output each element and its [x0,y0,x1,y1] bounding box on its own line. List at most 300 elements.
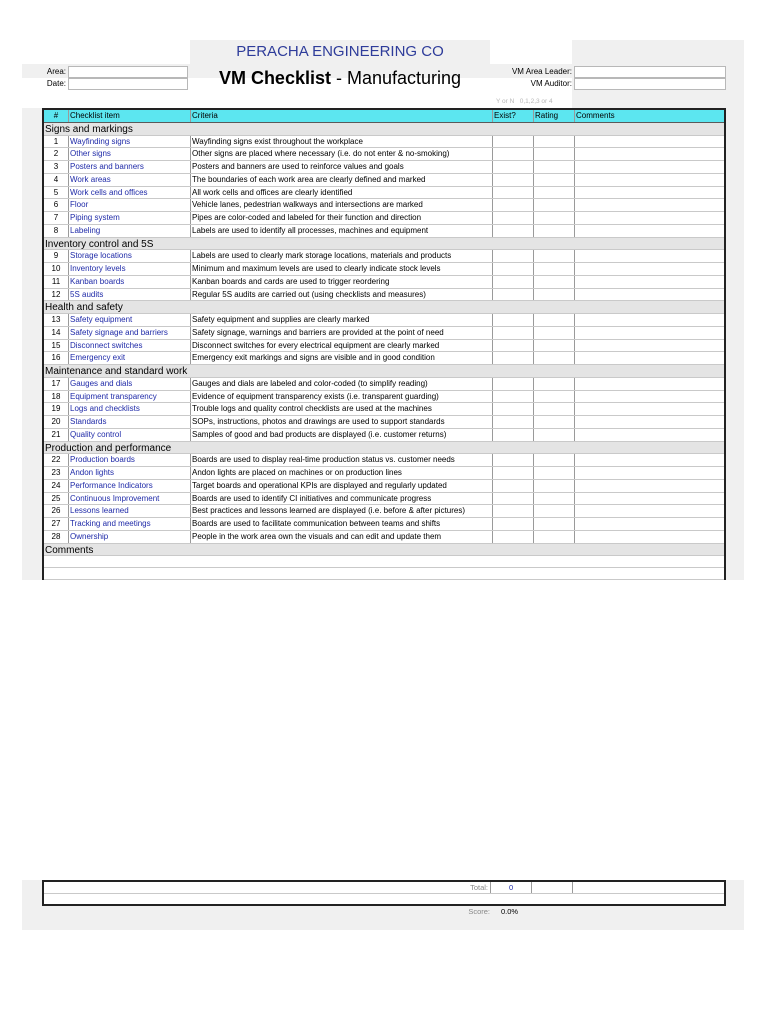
column-divider [533,314,534,326]
column-divider [68,340,69,352]
item-criteria: Wayfinding signs exist throughout the workplace [192,136,363,146]
rating-input[interactable] [533,250,574,262]
comment-input[interactable] [574,416,724,428]
column-divider [533,518,534,530]
column-divider [190,187,191,199]
column-divider [68,429,69,441]
column-divider [68,493,69,505]
item-name: Work cells and offices [70,187,148,197]
rating-input[interactable] [533,174,574,186]
item-name: Standards [70,417,107,426]
comment-input[interactable] [574,454,724,466]
column-divider [492,467,493,479]
exist-input[interactable] [492,136,533,148]
column-divider [190,110,191,122]
column-divider [574,250,575,262]
exist-input[interactable] [492,378,533,390]
exist-input[interactable] [492,493,533,505]
rating-input[interactable] [533,378,574,390]
column-divider [533,352,534,364]
column-divider [574,378,575,390]
item-name: Tracking and meetings [70,519,151,528]
column-divider [190,327,191,339]
column-divider [574,416,575,428]
item-number: 27 [51,519,61,528]
table-row [44,263,724,276]
column-divider [68,480,69,492]
table-row [44,276,724,289]
column-divider [492,148,493,160]
left-margin-band [22,108,42,580]
rating-input[interactable] [533,505,574,517]
item-criteria: Best practices and lessons learned are displayed (i.e. before & after pictures) [192,506,466,516]
column-divider [533,327,534,339]
comment-input[interactable] [574,199,724,211]
comment-input[interactable] [574,250,724,262]
column-divider [68,467,69,479]
item-number: 23 [51,468,61,477]
comments-area[interactable] [44,556,724,580]
table-row [44,505,724,518]
column-divider [574,225,575,237]
rating-input[interactable] [533,225,574,237]
table-row [44,340,724,353]
comment-input[interactable] [574,429,724,441]
item-name: Inventory levels [70,264,126,273]
item-number: 4 [53,174,59,184]
comment-input[interactable] [574,314,724,326]
column-divider [492,276,493,288]
checklist-table [42,108,726,580]
column-divider [492,174,493,186]
comment-input[interactable] [574,480,724,492]
column-divider [68,314,69,326]
column-divider [68,161,69,173]
exist-input[interactable] [492,454,533,466]
section-title: Inventory control and 5S [45,238,154,250]
item-number: 3 [53,162,59,171]
column-divider [533,199,534,211]
column-divider [492,327,493,339]
exist-input[interactable] [492,314,533,326]
comment-input[interactable] [574,493,724,505]
table-row [44,161,724,174]
item-name: Andon lights [70,468,115,477]
page-title [190,64,490,92]
col-exist-header: Exist? [494,111,516,120]
item-name: Piping system [70,213,120,222]
rating-input[interactable] [533,416,574,428]
column-divider [190,493,191,505]
column-divider [574,148,575,160]
column-divider [190,263,191,275]
column-divider [492,136,493,148]
column-divider [68,531,69,543]
item-name: Wayfinding signs [70,136,131,146]
rating-input[interactable] [533,327,574,339]
item-number: 26 [51,506,61,516]
table-row [44,518,724,531]
rating-input[interactable] [533,454,574,466]
column-divider [574,429,575,441]
item-name: Other signs [70,149,111,159]
comment-input[interactable] [574,467,724,479]
item-name: Labeling [70,225,101,235]
table-row [44,199,724,212]
table-row [44,250,724,263]
column-divider [574,199,575,211]
exist-input[interactable] [492,531,533,543]
exist-input[interactable] [492,174,533,186]
exist-input[interactable] [492,391,533,403]
table-row [44,212,724,225]
comment-input[interactable] [574,531,724,543]
date-field[interactable] [68,78,188,90]
rating-input[interactable] [533,480,574,492]
comment-input[interactable] [574,378,724,390]
comment-input[interactable] [574,161,724,173]
item-criteria: Posters and banners are used to reinforce values and goals [192,162,404,171]
column-divider [574,467,575,479]
column-divider [190,136,191,148]
column-divider [68,378,69,390]
comment-input[interactable] [574,289,724,301]
column-divider [492,187,493,199]
column-divider [574,276,575,288]
comment-input[interactable] [574,518,724,530]
rating-input[interactable] [533,136,574,148]
table-row [44,225,724,238]
rating-input[interactable] [533,199,574,211]
exist-input[interactable] [492,403,533,415]
comment-input[interactable] [574,352,724,364]
item-name: Emergency exit [70,353,126,363]
column-divider [492,531,493,543]
column-divider [492,454,493,466]
column-divider [492,429,493,441]
score-label: Score: [468,907,490,916]
item-criteria: People in the work area own the visuals and can edit and update them [192,531,442,541]
column-divider [533,403,534,415]
exist-input[interactable] [492,212,533,224]
auditor-field[interactable] [574,78,726,90]
exist-input[interactable] [492,199,533,211]
total-value: 0 [509,883,514,892]
rating-input[interactable] [533,493,574,505]
rating-input[interactable] [533,314,574,326]
item-number: 16 [51,353,61,363]
item-name: Performance Indicators [70,480,153,490]
auditor-label: VM Auditor: [530,79,572,88]
column-divider [574,327,575,339]
column-divider [533,378,534,390]
column-divider [533,250,534,262]
exist-input[interactable] [492,289,533,301]
section-header [44,238,724,251]
item-criteria: Target boards and operational KPIs are displayed and regularly updated [192,480,447,490]
leader-label: VM Area Leader: [511,67,572,76]
column-divider [574,480,575,492]
comment-input[interactable] [574,276,724,288]
column-divider [533,225,534,237]
table-row [44,314,724,327]
column-divider [533,467,534,479]
item-criteria: SOPs, instructions, photos and drawings are used to support standards [192,417,445,426]
comments-line [44,567,724,568]
column-divider [533,187,534,199]
rating-input[interactable] [533,340,574,352]
exist-input[interactable] [492,263,533,275]
footer-band [22,906,744,930]
exist-input[interactable] [492,505,533,517]
comment-input[interactable] [574,148,724,160]
col-rating-header: Rating [535,111,559,120]
column-divider [492,416,493,428]
section-header [44,123,724,136]
totals-box [42,880,726,906]
exist-input[interactable] [492,187,533,199]
rating-input[interactable] [533,289,574,301]
item-name: Ownership [70,531,109,541]
item-criteria: Gauges and dials are labeled and color-coded (to simplify reading) [192,378,428,388]
table-row [44,467,724,480]
section-title: Signs and markings [45,123,133,135]
rating-input[interactable] [533,187,574,199]
column-divider [492,340,493,352]
column-divider [574,110,575,122]
item-number: 20 [51,417,61,426]
rating-input[interactable] [533,518,574,530]
totals-col-line [490,882,491,893]
column-divider [574,340,575,352]
comment-input[interactable] [574,263,724,275]
column-divider [190,505,191,517]
item-number: 24 [51,480,61,490]
rating-input[interactable] [533,429,574,441]
column-divider [492,518,493,530]
table-row [44,289,724,302]
hint-exist: Y or N [496,98,515,105]
table-row [44,416,724,429]
column-divider [190,148,191,160]
section-title: Health and safety [45,302,123,314]
exist-input[interactable] [492,327,533,339]
exist-input[interactable] [492,161,533,173]
comment-input[interactable] [574,505,724,517]
table-header-row [44,110,724,123]
column-divider [533,110,534,122]
column-divider [190,212,191,224]
table-row [44,493,724,506]
totals-divider [44,893,724,894]
right-margin-band [726,108,744,580]
rating-input[interactable] [533,161,574,173]
comment-input[interactable] [574,174,724,186]
table-row [44,327,724,340]
item-number: 28 [51,531,61,541]
column-divider [574,454,575,466]
rating-input[interactable] [533,352,574,364]
column-divider [492,314,493,326]
item-criteria: Kanban boards and cards are used to trigger reordering [192,276,390,286]
comment-input[interactable] [574,136,724,148]
item-number: 11 [51,276,61,286]
column-divider [190,403,191,415]
item-number: 10 [51,264,61,273]
item-number: 13 [51,315,61,324]
column-divider [190,314,191,326]
item-name: Posters and banners [70,162,144,171]
area-field[interactable] [68,66,188,78]
item-name: Work areas [70,174,111,184]
item-criteria: Boards are used to facilitate communication between teams and shifts [192,519,441,528]
totals-col-line [531,882,532,893]
hint-rating: 0,1,2,3 or 4 [519,98,553,105]
column-divider [533,212,534,224]
column-divider [68,187,69,199]
exist-input[interactable] [492,225,533,237]
column-divider [492,110,493,122]
score-value: 0.0% [501,907,519,916]
item-criteria: All work cells and offices are clearly identified [192,187,353,197]
item-number: 14 [51,327,61,337]
comment-input[interactable] [574,340,724,352]
section-header [44,301,724,314]
item-criteria: Boards are used to display real-time production status vs. customer needs [192,455,455,465]
column-divider [68,505,69,517]
comment-input[interactable] [574,391,724,403]
exist-input[interactable] [492,467,533,479]
exist-input[interactable] [492,250,533,262]
rating-input[interactable] [533,276,574,288]
rating-input[interactable] [533,467,574,479]
item-criteria: Safety equipment and supplies are clearly marked [192,315,370,324]
item-number: 22 [51,455,61,465]
title-bold: VM Checklist [218,68,331,88]
column-divider [190,416,191,428]
rating-input[interactable] [533,148,574,160]
column-divider [492,199,493,211]
column-divider [574,493,575,505]
exist-input[interactable] [492,480,533,492]
item-name: Disconnect switches [70,340,143,350]
column-divider [492,289,493,301]
exist-input[interactable] [492,518,533,530]
column-divider [574,289,575,301]
item-number: 6 [53,200,59,210]
column-divider [574,314,575,326]
column-divider [574,136,575,148]
column-divider [190,378,191,390]
column-divider [492,250,493,262]
item-criteria: Labels are used to identify all processes, machines and equipment [192,225,429,235]
column-divider [190,531,191,543]
company-name: PERACHA ENGINEERING CO [190,40,490,64]
column-divider [533,493,534,505]
column-divider [190,429,191,441]
table-row [44,480,724,493]
column-divider [190,352,191,364]
column-divider [533,391,534,403]
section-header [44,442,724,455]
column-divider [574,161,575,173]
item-number: 19 [51,404,61,414]
exist-input[interactable] [492,429,533,441]
col-comments-header: Comments [576,111,615,120]
comment-input[interactable] [574,212,724,224]
rating-input[interactable] [533,391,574,403]
item-criteria: Other signs are placed where necessary (i.e. do not enter & no-smoking) [192,149,450,159]
section-title: Comments [45,544,94,556]
item-criteria: Samples of good and bad products are displayed (i.e. customer returns) [192,429,447,439]
column-divider [68,276,69,288]
column-divider [68,225,69,237]
item-name: Storage locations [70,251,132,261]
column-divider [68,212,69,224]
exist-input[interactable] [492,352,533,364]
rating-input[interactable] [533,263,574,275]
column-divider [533,289,534,301]
column-divider [492,212,493,224]
column-divider [68,454,69,466]
rating-input[interactable] [533,531,574,543]
leader-field[interactable] [574,66,726,78]
column-divider [68,518,69,530]
column-divider [533,148,534,160]
column-divider [190,161,191,173]
column-divider [68,136,69,148]
area-label: Area: [46,67,66,76]
comment-input[interactable] [574,187,724,199]
item-number: 9 [53,251,59,261]
section-header [44,544,724,557]
exist-input[interactable] [492,276,533,288]
rating-input[interactable] [533,403,574,415]
column-divider [533,531,534,543]
column-divider [492,493,493,505]
item-name: Quality control [70,429,122,439]
column-divider [533,276,534,288]
column-hint [496,97,576,106]
exist-input[interactable] [492,416,533,428]
col-item-header: Checklist item [70,111,120,120]
column-divider [190,225,191,237]
comment-input[interactable] [574,403,724,415]
rating-input[interactable] [533,212,574,224]
column-divider [68,110,69,122]
item-criteria: Trouble logs and quality control checklists are used at the machines [192,404,432,414]
item-criteria: Vehicle lanes, pedestrian walkways and intersections are marked [192,200,423,210]
column-divider [574,391,575,403]
column-divider [68,199,69,211]
item-criteria: Emergency exit markings and signs are visible and in good condition [192,353,435,363]
item-criteria: Evidence of equipment transparency exists (i.e. transparent guarding) [192,391,439,401]
table-row [44,136,724,149]
exist-input[interactable] [492,340,533,352]
item-criteria: Boards are used to identify CI initiatives and communicate progress [192,493,432,503]
column-divider [492,378,493,390]
comment-input[interactable] [574,225,724,237]
table-row [44,187,724,200]
comment-input[interactable] [574,327,724,339]
item-name: Logs and checklists [70,404,140,414]
exist-input[interactable] [492,148,533,160]
column-divider [533,340,534,352]
item-number: 17 [51,378,61,388]
item-name: Kanban boards [70,276,125,286]
item-name: Gauges and dials [70,378,133,388]
item-name: Production boards [70,455,135,465]
